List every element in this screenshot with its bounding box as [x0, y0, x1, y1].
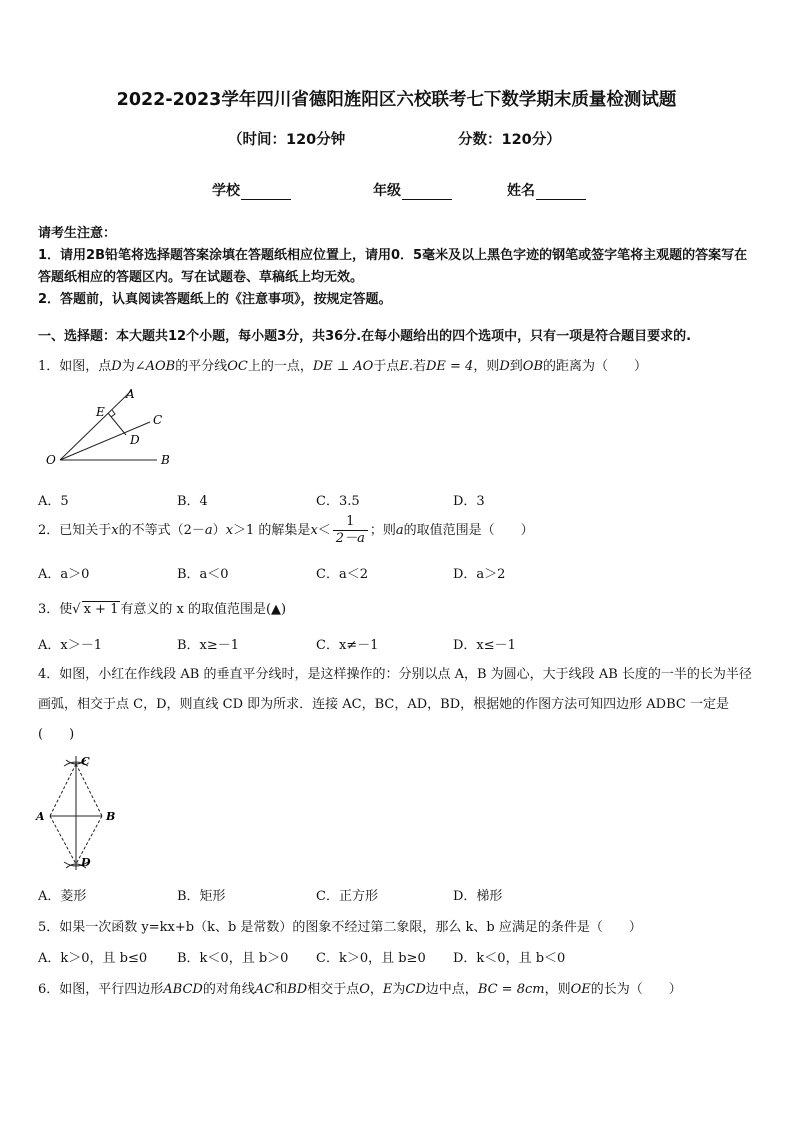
q1-option-b[interactable]: B．4	[177, 494, 208, 509]
q5-option-a[interactable]: A．k＞0，且 b≤0	[38, 951, 148, 966]
segment-DE	[108, 413, 126, 435]
question-1-figure	[42, 384, 182, 474]
q1-option-c[interactable]: C．3.5	[316, 494, 360, 509]
sqrt-radicand: x + 1	[83, 602, 119, 617]
label-B: B	[161, 453, 170, 467]
label-A: A	[126, 387, 135, 401]
q2-option-a[interactable]: A．a＞0	[38, 567, 90, 582]
exam-title: 2022-2023学年四川省德阳旌阳区六校联考七下数学期末质量检测试题	[116, 90, 677, 110]
q1-option-d[interactable]: D．3	[453, 494, 485, 509]
q3-option-c[interactable]: C．x≠－1	[316, 638, 379, 653]
question-2: 2．已知关于x的不等式（2－a）x＞1 的解集是x＜ $\frac{1}{2-a}$ ；则a的取值范围是（ ）	[38, 514, 534, 546]
question-3: 3．使√ x + 1 有意义的 x 的取值范围是(▲)	[38, 602, 287, 617]
label-C: C	[81, 755, 90, 768]
q4-option-d[interactable]: D．梯形	[453, 889, 503, 904]
q4-option-c[interactable]: C．正方形	[316, 889, 378, 904]
notes-heading: 请考生注意：	[38, 226, 117, 241]
q1-option-a[interactable]: A．5	[38, 494, 69, 509]
label-A: A	[36, 810, 45, 823]
label-D: D	[81, 856, 91, 869]
score-label: 分数：120分）	[458, 132, 561, 148]
q5-option-d[interactable]: D．k＜0，且 b＜0	[453, 951, 566, 966]
q4-option-a[interactable]: A．菱形	[38, 889, 87, 904]
school-blank[interactable]	[241, 185, 291, 200]
question-6: 6．如图，平行四边形ABCD的对角线AC和BD相交于点O，E为CD边中点，BC = 8cm，则OE的长为（ ）	[38, 982, 682, 997]
segment-AC	[50, 764, 76, 816]
q2-option-b[interactable]: B．a＜0	[177, 567, 229, 582]
q2-option-c[interactable]: C．a＜2	[316, 567, 368, 582]
name-blank[interactable]	[536, 185, 586, 200]
label-E: E	[96, 405, 105, 419]
time-label: （时间：120分钟	[228, 132, 346, 148]
school-field[interactable]: 学校	[212, 180, 291, 200]
label-O: O	[46, 453, 56, 467]
name-field[interactable]: 姓名	[507, 180, 586, 200]
q4-option-b[interactable]: B．矩形	[177, 889, 226, 904]
notes-line-1: 1．请用2B铅笔将选择题答案涂填在答题纸相应位置上，请用0．5毫米及以上黑色字迹的钢笔或签字笔将主观题的答案写在答题纸相应的答题区内。写在试题卷、草稿纸上均无效。	[38, 248, 748, 285]
q3-option-b[interactable]: B．x≥－1	[177, 638, 240, 653]
grade-field[interactable]: 年级	[373, 180, 452, 200]
exam-notes	[38, 223, 760, 311]
question-4: 4．如图，小红在作线段 AB 的垂直平分线时，是这样操作的：分别以点 A，B 为圆心，大于线段 AB 长度的一半的长为半径画弧，相交于点 C，D，则直线 CD 即为所求．连接 AC，BC，AD，BD，根据她的作图方法可知四边形 ADBC 一定是( )	[38, 667, 752, 742]
label-C: C	[153, 413, 163, 427]
ray-OA	[60, 390, 132, 460]
label-D: D	[130, 433, 140, 447]
segment-BC	[76, 764, 102, 816]
notes-line-2: 2．答题前，认真阅读答题纸上的《注意事项》，按规定答题。	[38, 292, 392, 307]
q5-option-c[interactable]: C．k＞0，且 b≥0	[316, 951, 426, 966]
right-angle-mark	[111, 410, 115, 417]
grade-blank[interactable]	[402, 185, 452, 200]
q5-option-b[interactable]: B．k＜0，且 b＞0	[177, 951, 289, 966]
q3-option-d[interactable]: D．x≤－1	[453, 638, 516, 653]
segment-AD	[50, 816, 76, 864]
sqrt-sign: √	[72, 602, 81, 617]
label-B: B	[106, 810, 116, 823]
q2-option-d[interactable]: D．a＞2	[453, 567, 506, 582]
section-1-heading: 一、选择题：本大题共12个小题，每小题3分，共36分.在每小题给出的四个选项中，只有一项是符合题目要求的.	[38, 329, 692, 344]
question-1: 1．如图，点D为∠AOB的平分线OC上的一点，DE ⊥ AO于点E.若DE = 4，则D到OB的距离为（ ）	[38, 359, 648, 374]
fraction: $\frac{1}{2-a}$	[333, 514, 368, 547]
question-5: 5．如果一次函数 y=kx+b（k、b 是常数）的图象不经过第二象限，那么 k、b 应满足的条件是（ ）	[38, 920, 642, 935]
question-4-figure	[34, 752, 124, 874]
q3-option-a[interactable]: A．x＞－1	[38, 638, 102, 653]
